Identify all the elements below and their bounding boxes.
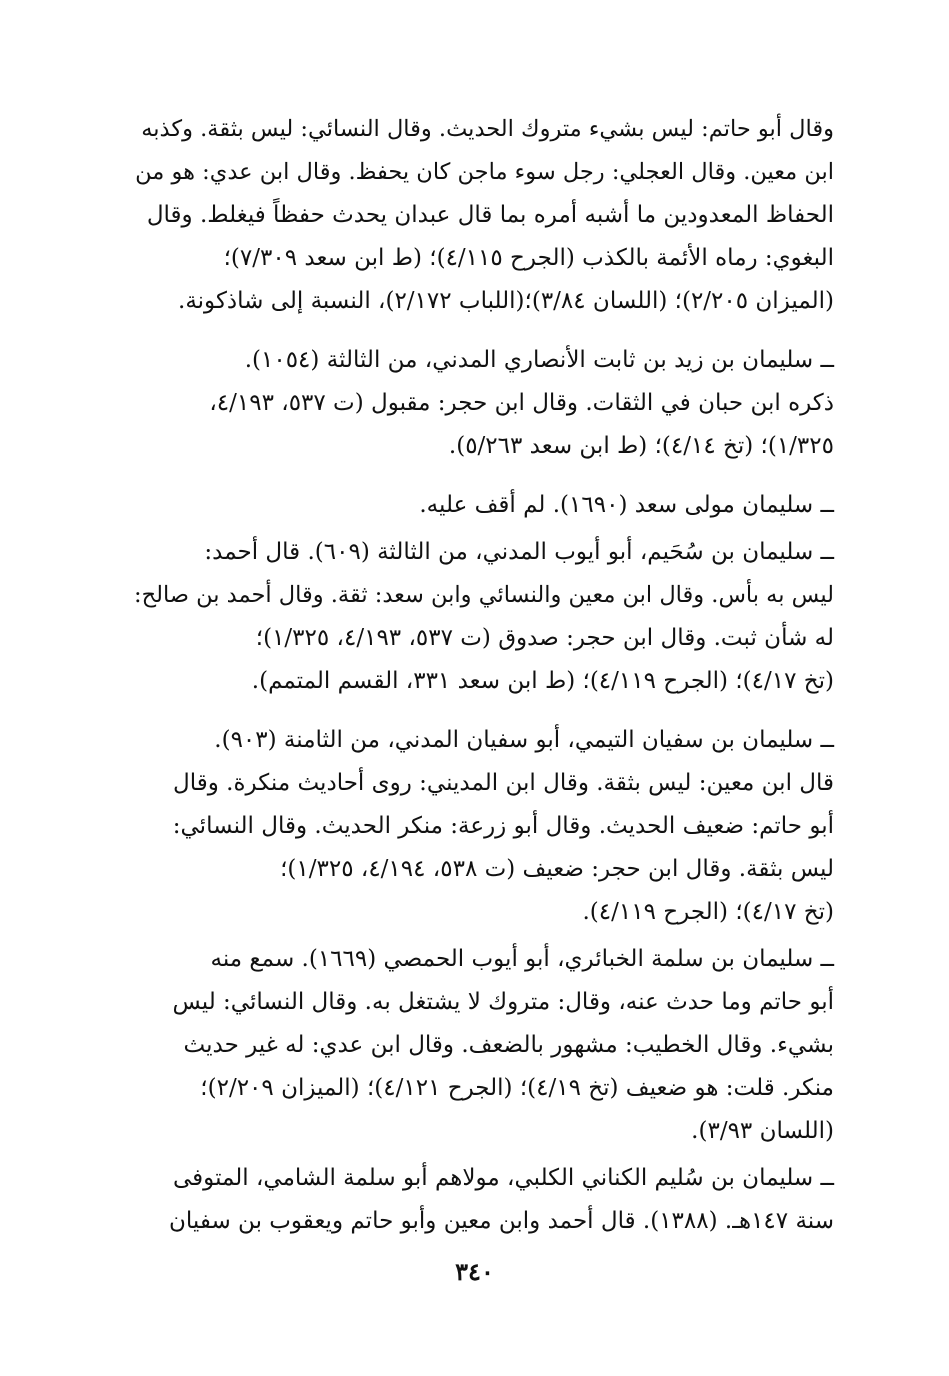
text-line: منكر. قلت: هو ضعيف (تخ ٤/١٩)؛ (الجرح ٤/١٢١)؛ (الميزان ٢/٢٠٩)؛ xyxy=(200,1075,834,1101)
paragraph-gap xyxy=(128,703,834,719)
text-line: ذكره ابن حبان في الثقات. وقال ابن حجر: مقبول (ت ٥٣٧، ٤/١٩٣، xyxy=(209,390,834,416)
text-line: الحفاظ المعدودين ما أشبه أمره بما قال عبدان يحدث حفظاً فيغلط. وقال xyxy=(146,202,834,228)
text-line: ليس بثقة. وقال ابن حجر: ضعيف (ت ٥٣٨، ٤/١٩٤، ١/٣٢٥)؛ xyxy=(280,856,834,882)
paragraph-continued xyxy=(128,108,834,323)
entry-sulayman-mawla-saad xyxy=(128,484,834,527)
paragraph-gap xyxy=(128,468,834,484)
text-line: سنة ١٤٧هـ. (١٣٨٨). قال أحمد وابن معين وأبو حاتم ويعقوب بن سفيان xyxy=(169,1208,834,1234)
text-line: قال ابن معين: ليس بثقة. وقال ابن المديني: روى أحاديث منكرة. وقال xyxy=(173,770,834,796)
text-line: ــ سليمان بن سُليم الكناني الكلبي، مولاهم أبو سلمة الشامي، المتوفى xyxy=(173,1165,834,1191)
entry-sulayman-ibn-salama xyxy=(128,938,834,1153)
text-line: (تخ ٤/١٧)؛ (الجرح ٤/١١٩). xyxy=(582,899,834,925)
text-line: له شأن ثبت. وقال ابن حجر: صدوق (ت ٥٣٧، ٤/١٩٣، ١/٣٢٥)؛ xyxy=(255,625,834,651)
text-line: ١/٣٢٥)؛ (تخ ٤/١٤)؛ (ط ابن سعد ٥/٢٦٣). xyxy=(448,433,834,459)
text-line: ــ سليمان بن زيد بن ثابت الأنصاري المدني، من الثالثة (١٠٥٤). xyxy=(244,347,834,373)
page-number: ٣٤٠ xyxy=(455,1257,494,1286)
text-line: أبو حاتم: ضعيف الحديث. وقال أبو زرعة: منكر الحديث. وقال النسائي: xyxy=(172,813,834,839)
entry-sulayman-ibn-suhaym xyxy=(128,531,834,703)
entry-sulayman-ibn-sufyan xyxy=(128,719,834,934)
text-line: (الميزان ٢/٢٠٥)؛ (اللسان ٣/٨٤)؛(اللباب ٢/١٧٢)، النسبة إلى شاذكونة. xyxy=(178,288,834,314)
text-line: بشيء. وقال الخطيب: مشهور بالضعف. وقال ابن عدي: له غير حديث xyxy=(183,1032,834,1058)
text-line: ــ سليمان بن سفيان التيمي، أبو سفيان المدني، من الثامنة (٩٠٣). xyxy=(214,727,834,753)
text-line: ليس به بأس. وقال ابن معين والنسائي وابن سعد: ثقة. وقال أحمد بن صالح: xyxy=(134,582,834,608)
entry-sulayman-ibn-sulaym xyxy=(128,1157,834,1243)
text-line: ــ سليمان بن سُحَيم، أبو أيوب المدني، من الثالثة (٦٠٩). قال أحمد: xyxy=(204,539,834,565)
text-line: أبو حاتم وما حدث عنه، وقال: متروك لا يشتغل به. وقال النسائي: ليس xyxy=(172,989,834,1015)
text-line: ابن معين. وقال العجلي: رجل سوء ماجن كان يحفظ. وقال ابن عدي: هو من xyxy=(135,159,834,185)
text-line: ــ سليمان مولى سعد (١٦٩٠). لم أقف عليه. xyxy=(419,492,834,518)
text-line: ــ سليمان بن سلمة الخبائري، أبو أيوب الحمصي (١٦٦٩). سمع منه xyxy=(210,946,834,972)
page-body xyxy=(128,108,834,1243)
entry-sulayman-ibn-zayd xyxy=(128,339,834,468)
text-line: (تخ ٤/١٧)؛ (الجرح ٤/١١٩)؛ (ط ابن سعد ٣٣١، القسم المتمم). xyxy=(251,668,834,694)
text-line: وقال أبو حاتم: ليس بشيء متروك الحديث. وقال النسائي: ليس بثقة. وكذبه xyxy=(141,116,834,142)
paragraph-gap xyxy=(128,323,834,339)
text-line: البغوي: رماه الأئمة بالكذب (الجرح ٤/١١٥)؛ (ط ابن سعد ٧/٣٠٩)؛ xyxy=(223,245,834,271)
text-line: (اللسان ٣/٩٣). xyxy=(691,1118,834,1144)
